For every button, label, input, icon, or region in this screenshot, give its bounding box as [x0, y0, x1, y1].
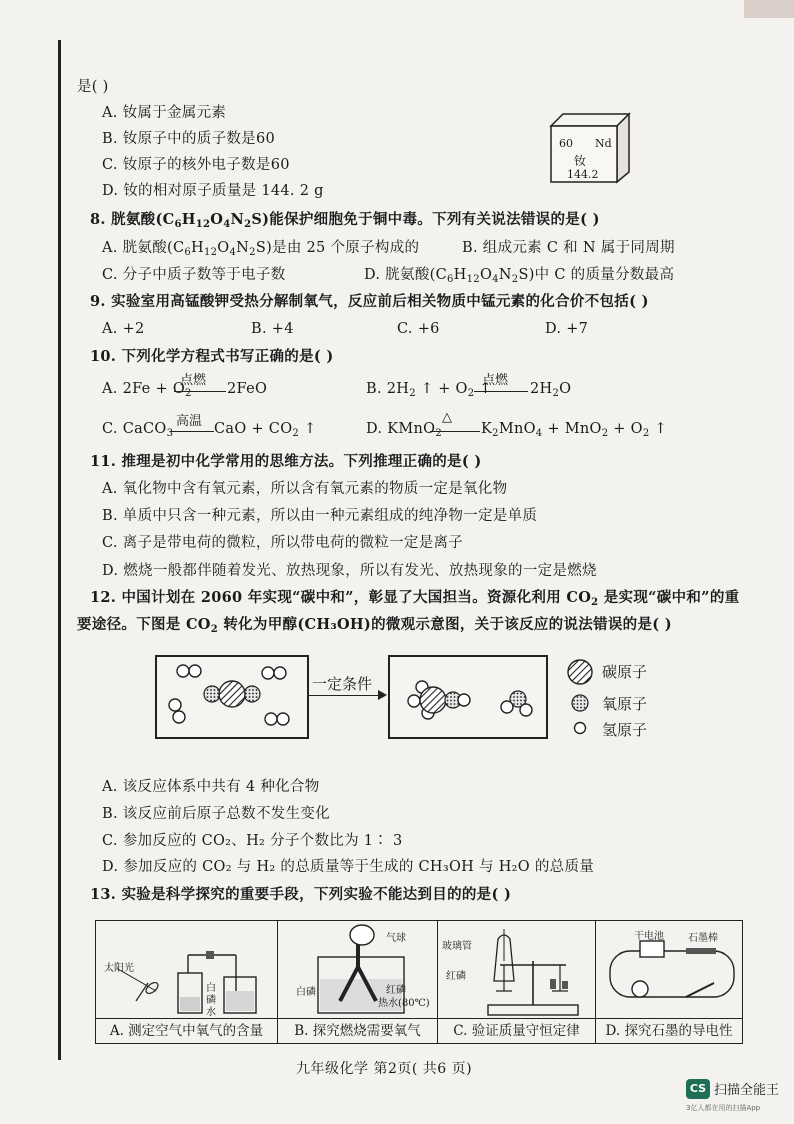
product-molecules: [390, 657, 546, 737]
q7-option-a[interactable]: A. 钕属于金属元素: [102, 105, 227, 121]
element-symbol: Nd: [595, 137, 612, 150]
caption-c: C. 验证质量守恒定律: [438, 1018, 595, 1043]
q10-d-equals: [430, 431, 480, 432]
experiment-a[interactable]: [96, 921, 278, 1043]
caption-d: D. 探究石墨的导电性: [596, 1018, 742, 1043]
q10-a-condition: 点燃: [180, 373, 207, 388]
label-sunlight: 太阳光: [104, 963, 134, 974]
q11-stem: 11. 推理是初中化学常用的思维方法。下列推理正确的是( ): [90, 453, 482, 470]
label-red-phosphorus-c: 红磷: [446, 971, 466, 982]
label-graphite-rod: 石墨棒: [688, 933, 718, 944]
q10-b-product: $2H_2O$: [530, 381, 572, 399]
q11-option-c[interactable]: C. 离子是带电荷的微粒，所以带电荷的微粒一定是离子: [102, 535, 464, 551]
q10-b-condition: 点燃: [482, 373, 509, 388]
page-corner-mark: [744, 0, 794, 18]
q10-stem: 10. 下列化学方程式书写正确的是( ): [90, 348, 334, 365]
element-mass: 144.2: [567, 168, 599, 181]
q9-option-b[interactable]: B. +4: [251, 321, 294, 337]
legend-carbon: 碳原子: [602, 663, 648, 681]
q12-option-c[interactable]: C. 参加反应的 CO₂、H₂ 分子个数比为 1∶ 3: [102, 833, 403, 849]
page-footer: 九年级化学 第2页( 共6 页): [296, 1061, 473, 1077]
q7-option-b[interactable]: B. 钕原子中的质子数是60: [102, 131, 276, 147]
q10-d-product: $K_2MnO_4 + MnO_2 + O_2$ ↑: [481, 421, 667, 439]
reaction-arrowhead: [378, 690, 387, 700]
label-water: 水: [206, 1007, 216, 1018]
q11-option-b[interactable]: B. 单质中只含一种元素，所以由一种元素组成的纯净物一定是单质: [102, 508, 538, 524]
q12-option-b[interactable]: B. 该反应前后原子总数不发生变化: [102, 806, 330, 822]
q10-a-equals: [174, 391, 226, 392]
q10-option-c[interactable]: C. CaCO$_3$: [102, 421, 174, 439]
experiment-panel: [95, 920, 743, 1044]
q7-option-c[interactable]: C. 钕原子的核外电子数是60: [102, 157, 290, 173]
q10-option-b[interactable]: B. $2H_2$ ↑ + $O_2$ ↑: [366, 381, 492, 399]
scanner-name: 扫描全能王: [714, 1083, 780, 1098]
scanner-slogan: 3亿人都在用的扫描App: [686, 1104, 761, 1112]
q8-stem: 8. 胱氨酸$(C_6H_{12}O_4N_2S)$能保护细胞免于铜中毒。下列有关说法错误的是( ): [90, 211, 600, 230]
label-hot-water: 热水(80℃): [378, 998, 430, 1009]
reactants-box: [155, 655, 309, 739]
binding-margin-line: [58, 40, 61, 1060]
caption-b: B. 探究燃烧需要氧气: [278, 1018, 437, 1043]
q10-c-product: CaO + $CO_2$ ↑: [214, 421, 317, 439]
q9-stem: 9. 实验室用高锰酸钾受热分解制氧气，反应前后相关物质中锰元素的化合价不包括( ): [90, 293, 649, 310]
legend-hydrogen-icon: [572, 720, 588, 740]
q7-option-d[interactable]: D. 钕的相对原子质量是 144. 2 g: [102, 183, 324, 199]
label-phosphorus: 磷: [206, 995, 216, 1006]
legend-oxygen-icon: [569, 692, 591, 718]
q11-option-d[interactable]: D. 燃烧一般都伴随着发光、放热现象，所以有发光、放热现象的一定是燃烧: [102, 563, 597, 579]
q8-option-d[interactable]: D. 胱氨酸$(C_6H_{12}O_4N_2S)$中 C 的质量分数最高: [364, 267, 675, 285]
q10-d-condition: △: [442, 410, 452, 425]
q9-option-d[interactable]: D. +7: [545, 321, 589, 337]
q12-stem-line1: 12. 中国计划在 2060 年实现“碳中和”，彰显了大国担当。资源化利用 $CO_2$ 是实现“碳中和”的重: [90, 589, 740, 608]
label-battery: 干电池: [634, 931, 664, 942]
experiment-b[interactable]: [278, 921, 438, 1043]
element-number: 60: [559, 137, 573, 150]
label-glass-tube: 玻璃管: [442, 941, 472, 952]
label-balloon: 气球: [386, 933, 406, 944]
q12-option-d[interactable]: D. 参加反应的 CO₂ 与 H₂ 的总质量等于生成的 CH₃OH 与 H₂O 的总质量: [102, 859, 595, 875]
label-white: 白: [206, 983, 216, 994]
caption-a: A. 测定空气中氧气的含量: [96, 1018, 277, 1043]
products-box: [388, 655, 548, 739]
experiment-d-apparatus: [596, 921, 742, 1019]
q10-option-a[interactable]: A. $2Fe + O_2$: [102, 381, 192, 399]
q9-option-a[interactable]: A. +2: [102, 321, 145, 337]
experiment-d[interactable]: [596, 921, 742, 1043]
q10-b-equals: [474, 391, 528, 392]
q12-option-a[interactable]: A. 该反应体系中共有 4 种化合物: [102, 779, 320, 795]
q8-option-a[interactable]: A. 胱氨酸$(C_6H_{12}O_4N_2S)$是由 25 个原子构成的: [102, 240, 420, 258]
reaction-condition: 一定条件: [312, 675, 373, 693]
element-card-neodymium: [549, 112, 631, 184]
legend-hydrogen: 氢原子: [602, 721, 648, 739]
q8-option-c[interactable]: C. 分子中质子数等于电子数: [102, 267, 286, 283]
label-red-phosphorus: 红磷: [386, 985, 406, 996]
q11-option-a[interactable]: A. 氧化物中含有氧元素，所以含有氧元素的物质一定是氧化物: [102, 481, 508, 497]
reactant-molecules: [157, 657, 307, 737]
experiment-c[interactable]: [438, 921, 596, 1043]
q10-c-condition: 高温: [176, 414, 203, 429]
q10-a-product: 2FeO: [227, 381, 268, 397]
q8-option-b[interactable]: B. 组成元素 C 和 N 属于同周期: [462, 240, 675, 256]
q10-c-equals: [170, 431, 214, 432]
legend-carbon-icon: [566, 658, 594, 690]
legend-oxygen: 氧原子: [602, 695, 648, 713]
label-white-phosphorus: 白磷: [296, 987, 316, 998]
q7-stem-end: 是( ): [77, 79, 109, 95]
q9-option-c[interactable]: C. +6: [397, 321, 440, 337]
reaction-arrow: [307, 695, 381, 696]
element-name: 钕: [574, 154, 587, 168]
q10-option-d[interactable]: D. KMnO$_2$: [366, 421, 443, 439]
q13-stem: 13. 实验是科学探究的重要手段，下列实验不能达到目的的是( ): [90, 886, 512, 903]
scanner-logo-icon: CS: [686, 1079, 710, 1099]
q12-stem-line2: 要途径。下图是 $CO_2$ 转化为甲醇(CH₃OH)的微观示意图，关于该反应的说法错误的是( ): [77, 616, 672, 635]
